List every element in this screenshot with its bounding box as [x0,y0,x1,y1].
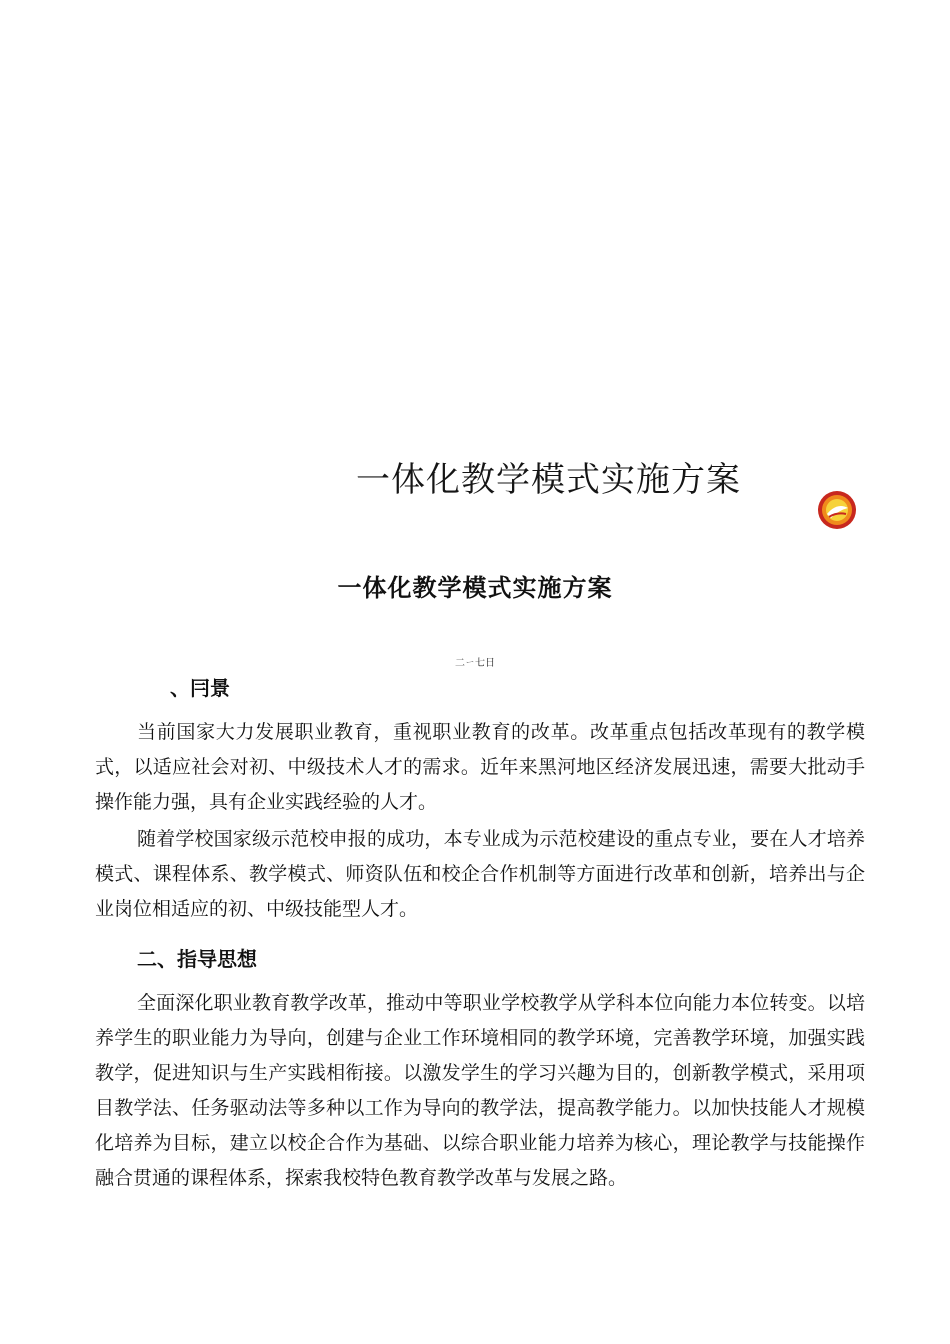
date-line: 二ㄧ七日 [455,658,495,669]
school-emblem-icon [817,490,857,530]
paragraph: 当前国家大力发展职业教育，重视职业教育的改革。改革重点包括改革现有的教学模式，以适应社会对初、中级技术人才的需求。近年来黑河地区经济发展迅速，需要大批动手操作能力强，具有企业实践经验的人才。 [95,721,865,813]
document-title: 一体化教学模式实施方案 [337,574,613,602]
section-heading-guiding-thought: 二、指导思想 [137,947,257,971]
section-heading-background: 、冃景 [170,676,230,700]
paragraph: 全面深化职业教育教学改革，推动中等职业学校教学从学科本位向能力本位转变。以培养学生的职业能力为导向，创建与企业工作环境相同的教学环境，完善教学环境，加强实践教学，促进知识与生产实践相衔接。以激发学生的学习兴趣为目的，创新教学模式，采用项目教学法、任务驱动法等多种以工作为导向的教学法，提高教学能力。以加快技能人才规模化培养为目标，建立以校企合作为基础、以综合职业能力培养为核心，理论教学与技能操作融合贯通的课程体系，探索我校特色教育教学改革与发展之路。 [95,992,865,1189]
paragraph: 随着学校国家级示范校申报的成功，本专业成为示范校建设的重点专业，要在人才培养模式、课程体系、教学模式、师资队伍和校企合作机制等方面进行改革和创新，培养出与企业岗位相适应的初、中级技能型人才。 [95,828,865,920]
cover-title: 一体化教学模式实施方案 [356,460,741,500]
